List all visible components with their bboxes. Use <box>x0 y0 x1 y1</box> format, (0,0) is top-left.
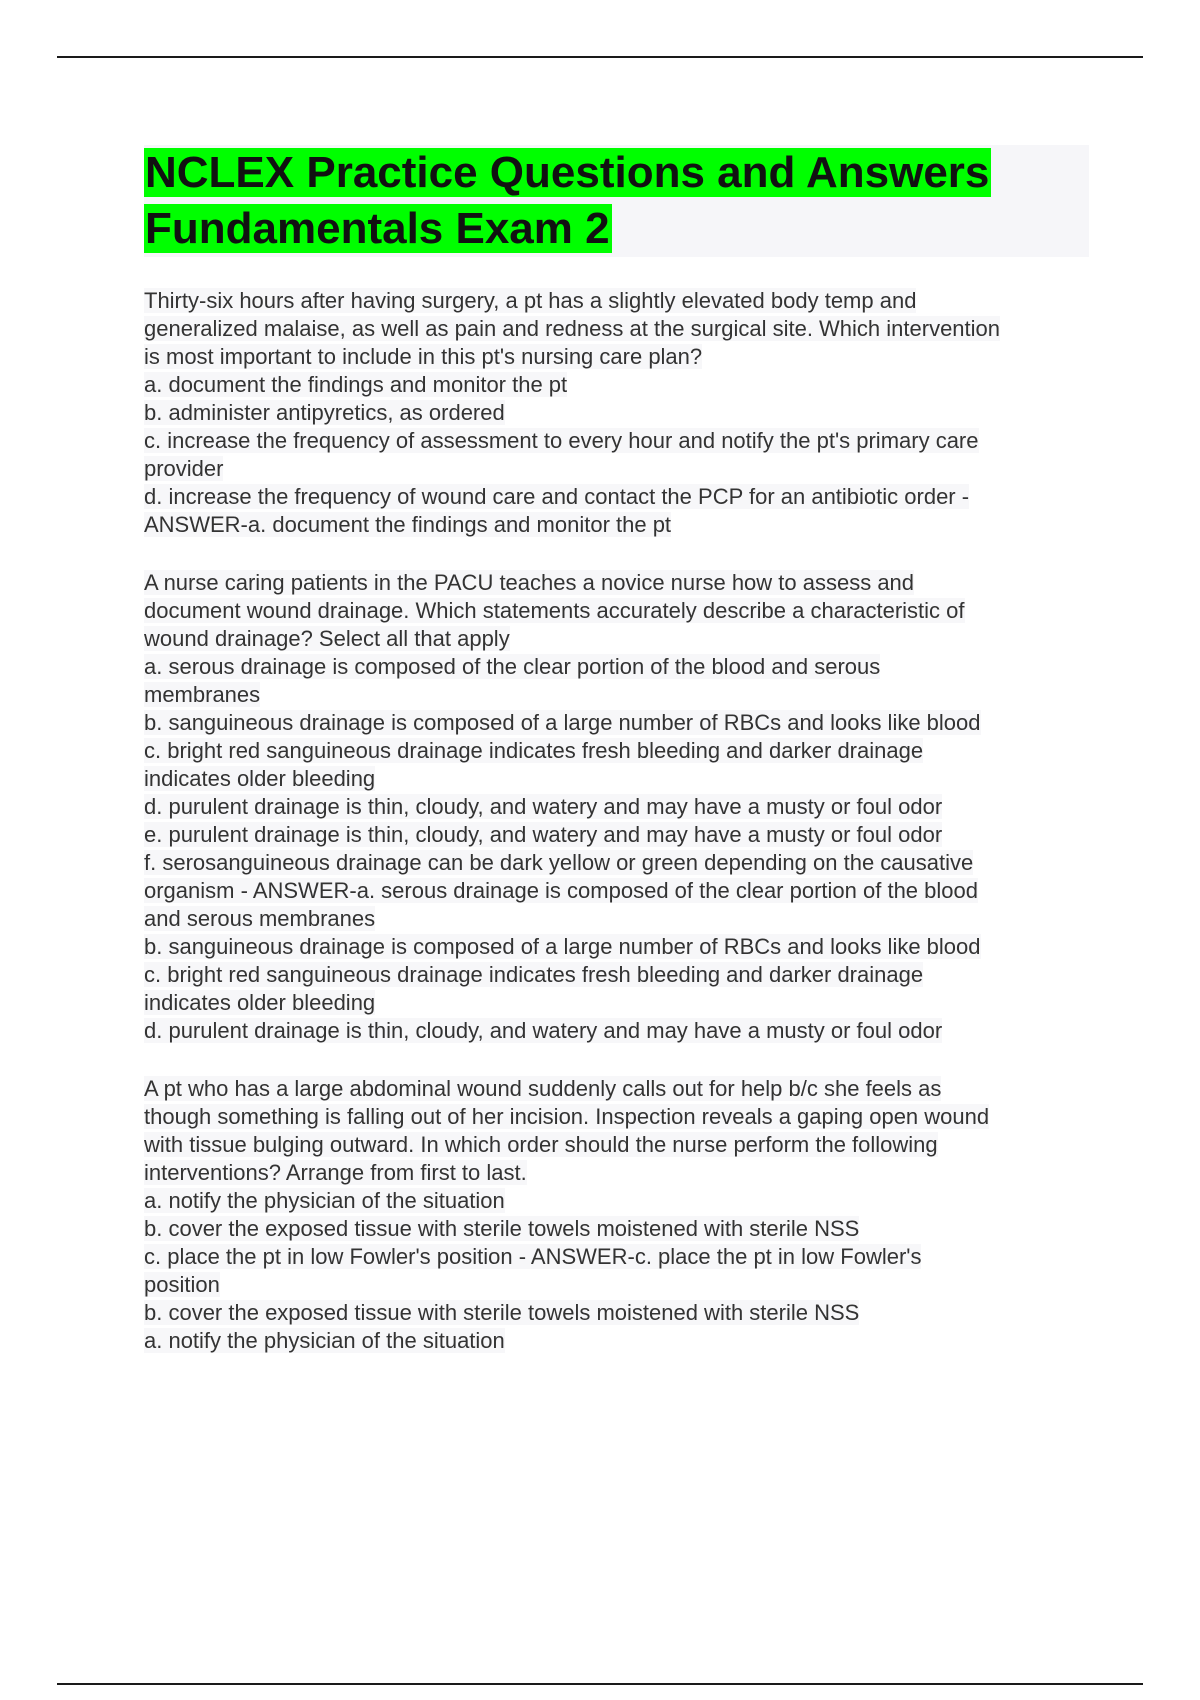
question-text-line: Thirty-six hours after having surgery, a pt has a slightly elevated body temp and <box>144 288 917 313</box>
title-line: NCLEX Practice Questions and Answers <box>145 148 990 197</box>
question-text-line: c. bright red sanguineous drainage indicates fresh bleeding and darker drainage <box>144 738 924 763</box>
question-text-line: b. administer antipyretics, as ordered <box>144 400 505 425</box>
document-title <box>144 145 1089 257</box>
question-text-line: indicates older bleeding <box>144 990 376 1015</box>
question-text-line: c. increase the frequency of assessment to every hour and notify the pt's primary care <box>144 428 979 453</box>
document-body <box>144 145 1089 1385</box>
question-text-line: b. cover the exposed tissue with sterile towels moistened with sterile NSS <box>144 1300 860 1325</box>
question-text-line: c. bright red sanguineous drainage indicates fresh bleeding and darker drainage <box>144 962 924 987</box>
question-text-line: membranes <box>144 682 261 707</box>
question-text-line: though something is falling out of her incision. Inspection reveals a gaping open wound <box>144 1104 990 1129</box>
question-text-line: a. notify the physician of the situation <box>144 1188 505 1213</box>
question-text-line: indicates older bleeding <box>144 766 376 791</box>
header-rule <box>57 56 1143 58</box>
question-text-line: e. purulent drainage is thin, cloudy, and watery and may have a musty or foul odor <box>144 822 943 847</box>
question-text-line: interventions? Arrange from first to last. <box>144 1160 527 1185</box>
question-text-line: with tissue bulging outward. In which order should the nurse perform the following <box>144 1132 938 1157</box>
title-line: Fundamentals Exam 2 <box>145 204 610 253</box>
question-text-line: d. purulent drainage is thin, cloudy, and watery and may have a musty or foul odor <box>144 1018 943 1043</box>
question-text-line: provider <box>144 456 224 481</box>
question-text-line: a. serous drainage is composed of the clear portion of the blood and serous <box>144 654 881 679</box>
question-text-line: a. notify the physician of the situation <box>144 1328 505 1353</box>
footer-rule <box>57 1683 1143 1685</box>
question-text-line: b. sanguineous drainage is composed of a large number of RBCs and looks like blood <box>144 934 981 959</box>
question-text-line: generalized malaise, as well as pain and redness at the surgical site. Which intervention <box>144 316 1001 341</box>
question-text-line: ANSWER-a. document the findings and monitor the pt <box>144 512 672 537</box>
question-text-line: d. increase the frequency of wound care and contact the PCP for an antibiotic order - <box>144 484 970 509</box>
question-text-line: is most important to include in this pt's nursing care plan? <box>144 344 703 369</box>
question-text-line: d. purulent drainage is thin, cloudy, and watery and may have a musty or foul odor <box>144 794 943 819</box>
question-text-line: wound drainage? Select all that apply <box>144 626 510 651</box>
question-block <box>144 569 1089 1045</box>
question-text-line: b. cover the exposed tissue with sterile towels moistened with sterile NSS <box>144 1216 860 1241</box>
question-block <box>144 1075 1089 1355</box>
question-text-line: A nurse caring patients in the PACU teaches a novice nurse how to assess and <box>144 570 915 595</box>
question-text-line: organism - ANSWER-a. serous drainage is composed of the clear portion of the blood <box>144 878 978 903</box>
question-text-line: b. sanguineous drainage is composed of a large number of RBCs and looks like blood <box>144 710 981 735</box>
question-list <box>144 287 1089 1355</box>
question-text-line: position <box>144 1272 220 1297</box>
question-text-line: c. place the pt in low Fowler's position - ANSWER-c. place the pt in low Fowler's <box>144 1244 922 1269</box>
question-text-line: f. serosanguineous drainage can be dark yellow or green depending on the causative <box>144 850 974 875</box>
question-text-line: a. document the findings and monitor the pt <box>144 372 568 397</box>
question-text-line: A pt who has a large abdominal wound suddenly calls out for help b/c she feels as <box>144 1076 942 1101</box>
question-block <box>144 287 1089 539</box>
question-text-line: and serous membranes <box>144 906 376 931</box>
question-text-line: document wound drainage. Which statements accurately describe a characteristic of <box>144 598 965 623</box>
